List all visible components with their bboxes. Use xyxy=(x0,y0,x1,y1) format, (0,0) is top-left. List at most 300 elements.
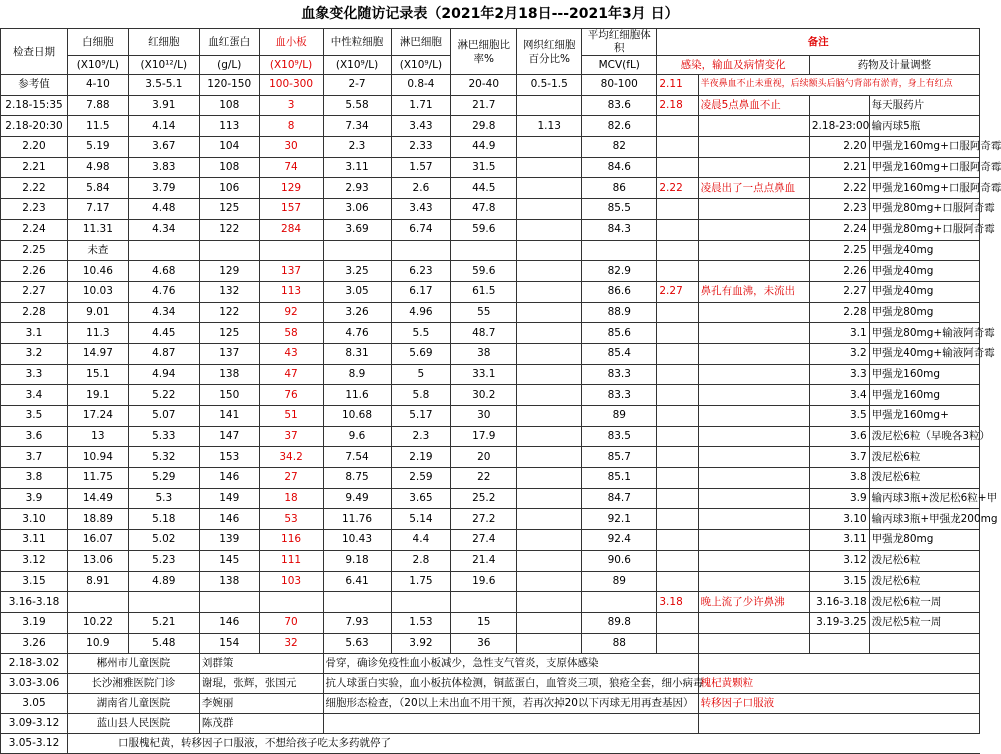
table-row xyxy=(1,406,980,427)
row-date: 3.15 xyxy=(1,571,68,592)
row-neu: 3.05 xyxy=(323,281,391,302)
row-hb: 149 xyxy=(199,488,259,509)
hospital-date: 3.09-3.12 xyxy=(1,714,68,734)
row-lym-pct: 31.5 xyxy=(451,157,517,178)
row-lym: 5.8 xyxy=(391,385,451,406)
row-rbc: 5.48 xyxy=(128,633,199,654)
hospital-note: 细胞形态检查，（20以上未出血不用干预，若再次掉20以下丙球无用再查基因） xyxy=(323,694,698,714)
col-infection: 感染，输血及病情变化 xyxy=(657,56,810,75)
row-retic xyxy=(517,199,582,220)
row-wbc: 11.3 xyxy=(67,323,128,344)
row-lym: 5.5 xyxy=(391,323,451,344)
row-drug-text: 输丙球5瓶 xyxy=(869,116,979,137)
table-row xyxy=(1,157,980,178)
table-row xyxy=(1,488,980,509)
row-rbc: 4.34 xyxy=(128,219,199,240)
row-drug-date: 3.15 xyxy=(809,571,869,592)
row-plt: 43 xyxy=(259,343,323,364)
hospital-date: 3.05 xyxy=(1,694,68,714)
row-retic xyxy=(517,612,582,633)
row-rbc: 3.79 xyxy=(128,178,199,199)
row-retic xyxy=(517,426,582,447)
row-lym-pct: 19.6 xyxy=(451,571,517,592)
row-lym: 1.57 xyxy=(391,157,451,178)
row-date: 3.4 xyxy=(1,385,68,406)
hospital-note: 抗人球蛋白实验，血小板抗体检测，铜蓝蛋白，血管炎三项，狼疮全套，细小病毒 xyxy=(323,674,698,694)
hospital-doctor: 陈茂群 xyxy=(199,714,323,734)
row-lym: 6.74 xyxy=(391,219,451,240)
row-drug-text: 泼尼松6粒一周 xyxy=(869,592,979,613)
row-neu: 7.93 xyxy=(323,612,391,633)
row-event-date xyxy=(657,137,698,158)
row-retic xyxy=(517,323,582,344)
row-lym: 3.43 xyxy=(391,116,451,137)
row-hb: 106 xyxy=(199,178,259,199)
row-lym-pct: 21.4 xyxy=(451,550,517,571)
hospital-row xyxy=(1,734,980,754)
table-row xyxy=(1,261,980,282)
row-rbc: 5.33 xyxy=(128,426,199,447)
row-plt: 74 xyxy=(259,157,323,178)
row-event-date xyxy=(657,426,698,447)
row-date: 3.7 xyxy=(1,447,68,468)
col-mcv: 平均红细胞体积 xyxy=(582,29,657,56)
row-plt: 30 xyxy=(259,137,323,158)
row-wbc: 未查 xyxy=(67,240,128,261)
row-mcv: 82.9 xyxy=(582,261,657,282)
row-plt: 76 xyxy=(259,385,323,406)
row-date: 2.22 xyxy=(1,178,68,199)
table-row xyxy=(1,592,980,613)
row-event-text xyxy=(698,364,809,385)
ref-lym-pct: 20-40 xyxy=(451,75,517,96)
table-row xyxy=(1,633,980,654)
row-mcv: 84.3 xyxy=(582,219,657,240)
row-retic xyxy=(517,592,582,613)
row-mcv: 92.1 xyxy=(582,509,657,530)
row-drug-text: 甲强龙80mg xyxy=(869,302,979,323)
row-retic xyxy=(517,488,582,509)
row-rbc: 4.14 xyxy=(128,116,199,137)
row-rbc: 5.32 xyxy=(128,447,199,468)
row-hb: 125 xyxy=(199,199,259,220)
row-neu: 4.76 xyxy=(323,323,391,344)
row-date: 3.2 xyxy=(1,343,68,364)
row-mcv: 84.6 xyxy=(582,157,657,178)
row-rbc: 5.07 xyxy=(128,406,199,427)
row-rbc: 5.22 xyxy=(128,385,199,406)
row-retic xyxy=(517,157,582,178)
row-drug-text xyxy=(869,633,979,654)
row-rbc: 5.29 xyxy=(128,468,199,489)
row-hb: 154 xyxy=(199,633,259,654)
row-lym: 6.23 xyxy=(391,261,451,282)
row-lym-pct: 29.8 xyxy=(451,116,517,137)
row-neu: 3.25 xyxy=(323,261,391,282)
row-plt: 157 xyxy=(259,199,323,220)
unit-mcv: MCV(fL) xyxy=(582,56,657,75)
table-row xyxy=(1,116,980,137)
table-row xyxy=(1,385,980,406)
row-drug-text: 泼尼松5粒一周 xyxy=(869,612,979,633)
row-drug-text: 泼尼松6粒 xyxy=(869,571,979,592)
ref-wbc: 4-10 xyxy=(67,75,128,96)
row-drug-text: 甲强龙80mg+输液阿奇霉 xyxy=(869,323,979,344)
row-hb: 125 xyxy=(199,323,259,344)
table-row xyxy=(1,426,980,447)
row-lym: 3.43 xyxy=(391,199,451,220)
hospital-extra: 槐杞黄颗粒 xyxy=(698,674,979,694)
ref-neu: 2-7 xyxy=(323,75,391,96)
row-plt: 53 xyxy=(259,509,323,530)
row-lym-pct: 15 xyxy=(451,612,517,633)
row-event-text xyxy=(698,240,809,261)
row-drug-text: 甲强龙160mg+口服阿奇霉 xyxy=(869,178,979,199)
row-lym-pct: 47.8 xyxy=(451,199,517,220)
row-hb: 146 xyxy=(199,468,259,489)
col-drug: 药物及计量调整 xyxy=(809,56,979,75)
row-date: 3.26 xyxy=(1,633,68,654)
row-mcv: 85.7 xyxy=(582,447,657,468)
row-drug-text: 泼尼松6粒 xyxy=(869,447,979,468)
row-neu: 9.6 xyxy=(323,426,391,447)
row-drug-text: 甲强龙80mg xyxy=(869,530,979,551)
row-date: 3.11 xyxy=(1,530,68,551)
row-plt: 137 xyxy=(259,261,323,282)
row-rbc: 4.76 xyxy=(128,281,199,302)
row-hb: 122 xyxy=(199,219,259,240)
table-row xyxy=(1,199,980,220)
unit-lym: (X10⁹/L) xyxy=(391,56,451,75)
row-drug-text: 每天服药片 xyxy=(869,95,979,116)
row-rbc xyxy=(128,592,199,613)
row-mcv xyxy=(582,240,657,261)
row-drug-date xyxy=(809,633,869,654)
row-event-text xyxy=(698,137,809,158)
row-event-date xyxy=(657,302,698,323)
row-event-text xyxy=(698,468,809,489)
row-wbc: 11.31 xyxy=(67,219,128,240)
row-lym xyxy=(391,240,451,261)
hospital-name: 长沙湘雅医院门诊 xyxy=(67,674,199,694)
row-date: 3.16-3.18 xyxy=(1,592,68,613)
row-date: 3.3 xyxy=(1,364,68,385)
row-drug-date: 2.28 xyxy=(809,302,869,323)
hospital-row xyxy=(1,694,980,714)
row-lym-pct: 25.2 xyxy=(451,488,517,509)
row-event-date xyxy=(657,633,698,654)
row-retic xyxy=(517,343,582,364)
row-date: 2.27 xyxy=(1,281,68,302)
row-lym-pct: 21.7 xyxy=(451,95,517,116)
row-drug-date: 2.24 xyxy=(809,219,869,240)
row-lym: 4.96 xyxy=(391,302,451,323)
row-drug-date: 3.8 xyxy=(809,468,869,489)
row-event-date: 2.22 xyxy=(657,178,698,199)
row-event-text xyxy=(698,550,809,571)
row-event-date xyxy=(657,612,698,633)
row-wbc: 10.94 xyxy=(67,447,128,468)
row-event-date xyxy=(657,157,698,178)
hospital-note: 骨穿，确诊免疫性血小板减少，急性支气管炎，支原体感染 xyxy=(323,654,698,674)
row-event-date xyxy=(657,447,698,468)
row-plt: 92 xyxy=(259,302,323,323)
row-hb xyxy=(199,592,259,613)
col-hb: 血红蛋白 xyxy=(199,29,259,56)
row-date: 3.12 xyxy=(1,550,68,571)
row-lym-pct: 22 xyxy=(451,468,517,489)
row-date: 2.25 xyxy=(1,240,68,261)
row-mcv: 85.1 xyxy=(582,468,657,489)
hospital-name: 湖南省儿童医院 xyxy=(67,694,199,714)
row-retic xyxy=(517,385,582,406)
row-event-date xyxy=(657,509,698,530)
hospital-extra xyxy=(698,714,979,734)
row-retic xyxy=(517,406,582,427)
row-hb: 138 xyxy=(199,571,259,592)
row-wbc: 13 xyxy=(67,426,128,447)
row-drug-date: 2.20 xyxy=(809,137,869,158)
row-mcv: 89 xyxy=(582,571,657,592)
row-retic xyxy=(517,219,582,240)
ref-lym: 0.8-4 xyxy=(391,75,451,96)
row-drug-text: 甲强龙80mg+口服阿奇霉 xyxy=(869,199,979,220)
col-retic: 网织红细胞百分比% xyxy=(517,29,582,75)
row-rbc: 4.34 xyxy=(128,302,199,323)
table-row xyxy=(1,178,980,199)
row-hb: 147 xyxy=(199,426,259,447)
row-lym: 2.8 xyxy=(391,550,451,571)
row-wbc: 11.75 xyxy=(67,468,128,489)
row-drug-date: 3.4 xyxy=(809,385,869,406)
row-event-text xyxy=(698,116,809,137)
row-wbc: 5.84 xyxy=(67,178,128,199)
row-neu: 6.41 xyxy=(323,571,391,592)
row-rbc: 3.83 xyxy=(128,157,199,178)
row-mcv: 86.6 xyxy=(582,281,657,302)
row-plt: 27 xyxy=(259,468,323,489)
row-lym: 5 xyxy=(391,364,451,385)
hospital-row xyxy=(1,714,980,734)
row-wbc: 8.91 xyxy=(67,571,128,592)
row-date: 3.8 xyxy=(1,468,68,489)
page-title: 血象变化随访记录表（2021年2月18日---2021年3月 日） xyxy=(301,6,679,22)
row-date: 3.6 xyxy=(1,426,68,447)
row-date: 3.10 xyxy=(1,509,68,530)
row-hb: 104 xyxy=(199,137,259,158)
row-plt: 103 xyxy=(259,571,323,592)
row-lym-pct: 20 xyxy=(451,447,517,468)
row-date: 2.26 xyxy=(1,261,68,282)
hospital-date: 3.03-3.06 xyxy=(1,674,68,694)
row-retic xyxy=(517,95,582,116)
row-retic xyxy=(517,240,582,261)
row-drug-date: 3.10 xyxy=(809,509,869,530)
table-row xyxy=(1,281,980,302)
row-event-date xyxy=(657,199,698,220)
row-rbc: 4.89 xyxy=(128,571,199,592)
row-hb: 141 xyxy=(199,406,259,427)
row-drug-text: 输丙球3瓶+甲强龙200mg xyxy=(869,509,979,530)
row-mcv: 82.6 xyxy=(582,116,657,137)
row-rbc: 4.94 xyxy=(128,364,199,385)
row-mcv: 92.4 xyxy=(582,530,657,551)
row-drug-text: 甲强龙160mg+ xyxy=(869,406,979,427)
row-neu: 11.6 xyxy=(323,385,391,406)
row-rbc: 3.67 xyxy=(128,137,199,158)
row-event-text xyxy=(698,509,809,530)
row-drug-text: 甲强龙160mg+口服阿奇霉 xyxy=(869,137,979,158)
row-lym-pct xyxy=(451,592,517,613)
row-rbc: 5.02 xyxy=(128,530,199,551)
row-retic xyxy=(517,302,582,323)
row-neu: 8.31 xyxy=(323,343,391,364)
row-hb: 122 xyxy=(199,302,259,323)
row-hb: 113 xyxy=(199,116,259,137)
hospital-date: 3.05-3.12 xyxy=(1,734,68,754)
row-hb: 146 xyxy=(199,509,259,530)
row-wbc: 7.17 xyxy=(67,199,128,220)
row-drug-date: 2.18-23:00 xyxy=(809,116,869,137)
row-lym-pct: 59.6 xyxy=(451,219,517,240)
unit-hb: (g/L) xyxy=(199,56,259,75)
row-hb: 145 xyxy=(199,550,259,571)
row-retic xyxy=(517,281,582,302)
table-row xyxy=(1,530,980,551)
row-lym: 4.4 xyxy=(391,530,451,551)
row-date: 3.19 xyxy=(1,612,68,633)
row-event-text xyxy=(698,426,809,447)
row-lym: 5.69 xyxy=(391,343,451,364)
row-drug-date: 2.21 xyxy=(809,157,869,178)
row-plt: 51 xyxy=(259,406,323,427)
row-drug-text: 甲强龙40mg xyxy=(869,240,979,261)
col-notes: 备注 xyxy=(657,29,980,56)
blood-record-table xyxy=(0,28,1001,754)
row-lym: 2.3 xyxy=(391,426,451,447)
row-drug-date: 3.2 xyxy=(809,343,869,364)
row-lym: 5.14 xyxy=(391,509,451,530)
row-retic xyxy=(517,530,582,551)
row-event-text xyxy=(698,406,809,427)
row-mcv xyxy=(582,592,657,613)
row-plt: 116 xyxy=(259,530,323,551)
row-neu: 9.49 xyxy=(323,488,391,509)
row-drug-date: 3.3 xyxy=(809,364,869,385)
row-lym: 3.65 xyxy=(391,488,451,509)
col-plt: 血小板 xyxy=(259,29,323,56)
row-plt: 129 xyxy=(259,178,323,199)
row-drug-date: 3.5 xyxy=(809,406,869,427)
row-hb: 108 xyxy=(199,95,259,116)
row-drug-date: 3.9 xyxy=(809,488,869,509)
row-wbc: 4.98 xyxy=(67,157,128,178)
row-event-text xyxy=(698,199,809,220)
row-mcv: 85.6 xyxy=(582,323,657,344)
row-event-text: 晚上流了少许鼻沸 xyxy=(698,592,809,613)
row-drug-text: 甲强龙160mg xyxy=(869,364,979,385)
row-neu: 5.58 xyxy=(323,95,391,116)
row-mcv: 89.8 xyxy=(582,612,657,633)
row-retic xyxy=(517,137,582,158)
row-event-date xyxy=(657,343,698,364)
row-rbc: 4.68 xyxy=(128,261,199,282)
row-event-date xyxy=(657,219,698,240)
row-hb: 108 xyxy=(199,157,259,178)
row-retic xyxy=(517,633,582,654)
unit-wbc: (X10⁹/L) xyxy=(67,56,128,75)
row-drug-text: 泼尼松6粒 xyxy=(869,468,979,489)
ref-event-text: 半夜鼻血不止未重视，后续额头后脑勺背部有淤青，身上有红点 xyxy=(698,75,979,96)
row-mcv: 83.6 xyxy=(582,95,657,116)
row-neu: 2.93 xyxy=(323,178,391,199)
row-drug-text: 甲强龙40mg+输液阿奇霉 xyxy=(869,343,979,364)
row-lym: 2.6 xyxy=(391,178,451,199)
row-mcv: 86 xyxy=(582,178,657,199)
row-event-date xyxy=(657,364,698,385)
row-neu: 10.68 xyxy=(323,406,391,427)
row-drug-text: 甲强龙80mg+口服阿奇霉 xyxy=(869,219,979,240)
row-lym: 2.59 xyxy=(391,468,451,489)
row-event-text: 凌晨5点鼻血不止 xyxy=(698,95,809,116)
row-event-text xyxy=(698,447,809,468)
row-wbc: 14.49 xyxy=(67,488,128,509)
row-date: 2.21 xyxy=(1,157,68,178)
row-neu: 5.63 xyxy=(323,633,391,654)
row-event-text xyxy=(698,157,809,178)
row-drug-date: 2.26 xyxy=(809,261,869,282)
row-date: 3.1 xyxy=(1,323,68,344)
row-drug-date xyxy=(809,95,869,116)
table-row xyxy=(1,343,980,364)
row-event-date xyxy=(657,468,698,489)
hospital-date: 2.18-3.02 xyxy=(1,654,68,674)
row-lym: 5.17 xyxy=(391,406,451,427)
row-lym: 1.71 xyxy=(391,95,451,116)
row-mcv: 84.7 xyxy=(582,488,657,509)
row-wbc: 16.07 xyxy=(67,530,128,551)
row-plt: 32 xyxy=(259,633,323,654)
table-row xyxy=(1,137,980,158)
table-row xyxy=(1,571,980,592)
hospital-doctor: 刘群策 xyxy=(199,654,323,674)
row-event-date xyxy=(657,261,698,282)
row-drug-date: 3.7 xyxy=(809,447,869,468)
row-retic xyxy=(517,509,582,530)
hospital-note xyxy=(323,714,698,734)
row-neu: 9.18 xyxy=(323,550,391,571)
row-lym: 2.33 xyxy=(391,137,451,158)
row-neu: 8.75 xyxy=(323,468,391,489)
row-lym-pct xyxy=(451,240,517,261)
row-rbc: 4.45 xyxy=(128,323,199,344)
row-event-text xyxy=(698,633,809,654)
row-retic xyxy=(517,468,582,489)
row-drug-date: 2.22 xyxy=(809,178,869,199)
row-lym-pct: 44.5 xyxy=(451,178,517,199)
table-row xyxy=(1,240,980,261)
row-event-text xyxy=(698,323,809,344)
row-drug-date: 3.6 xyxy=(809,426,869,447)
row-hb xyxy=(199,240,259,261)
row-wbc: 10.03 xyxy=(67,281,128,302)
row-neu: 3.06 xyxy=(323,199,391,220)
row-plt: 37 xyxy=(259,426,323,447)
ref-rbc: 3.5-5.1 xyxy=(128,75,199,96)
row-event-text xyxy=(698,343,809,364)
row-event-text xyxy=(698,219,809,240)
row-mcv: 85.4 xyxy=(582,343,657,364)
